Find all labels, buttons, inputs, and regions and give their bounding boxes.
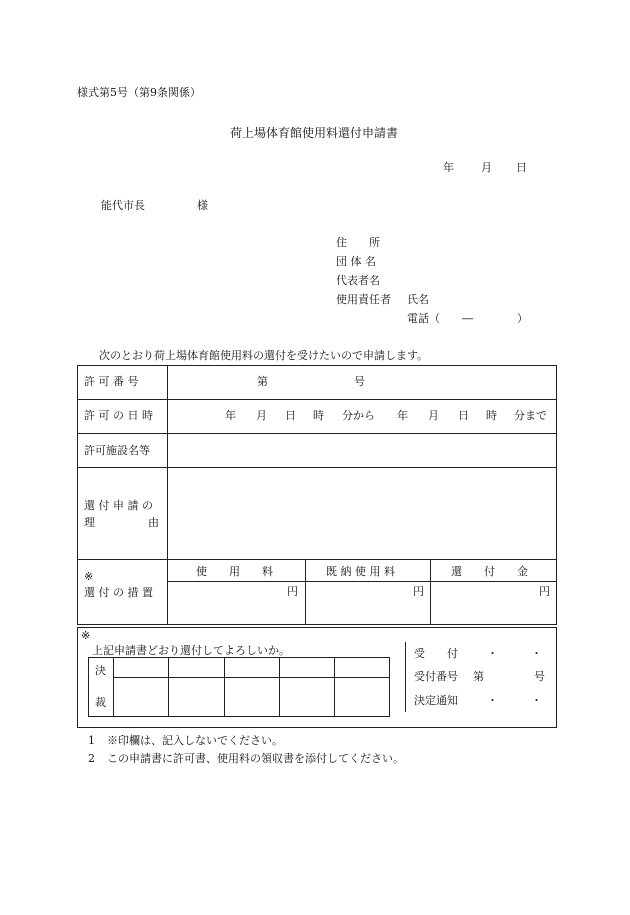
fee-column-divider: [430, 559, 431, 625]
from-minute-label: 分から: [342, 409, 375, 422]
table-top-border: [77, 365, 557, 366]
receipt-number-prefix: 第: [473, 670, 484, 683]
row-divider: [77, 399, 557, 400]
organization-label: 団 体 名: [336, 255, 376, 268]
office-box-right-border: [556, 627, 557, 728]
fee-header-divider: [167, 581, 557, 582]
refund-amount-header: 還 付 金: [451, 565, 528, 578]
date-day-label: 日: [516, 161, 527, 174]
grid-line: [88, 657, 89, 717]
addressee-name: 能代市長: [101, 199, 145, 212]
from-year-label: 年: [225, 409, 236, 422]
received-date-dots: ・ ・: [487, 647, 542, 660]
grid-line: [113, 677, 390, 678]
form-number: 様式第5号（第9条関係）: [77, 86, 201, 99]
permit-number-prefix: 第: [257, 375, 268, 388]
name-label: 氏名: [407, 293, 429, 306]
to-hour-label: 時: [486, 409, 497, 422]
grid-line: [389, 657, 390, 717]
received-label: 受 付: [414, 647, 458, 660]
facility-label: 許可施設名等: [84, 444, 150, 457]
usage-fee-header: 使 用 料: [196, 565, 273, 578]
address-label: 住 所: [336, 236, 380, 249]
to-month-label: 月: [428, 409, 439, 422]
grid-line: [334, 657, 335, 717]
from-day-label: 日: [285, 409, 296, 422]
to-year-label: 年: [397, 409, 408, 422]
office-box-bottom-border: [77, 727, 557, 728]
grid-line: [88, 716, 390, 717]
intro-text: 次のとおり荷上場体育館使用料の還付を受けたいので申請します。: [99, 349, 429, 362]
from-month-label: 月: [256, 409, 267, 422]
decision-label-bottom: 裁: [95, 696, 106, 709]
decision-label-top: 決: [95, 664, 106, 677]
approval-text: 上記申請書どおり還付してよろしいか。: [92, 644, 290, 657]
grid-line: [88, 657, 390, 658]
paid-fee-yen: 円: [413, 585, 424, 598]
permit-datetime-label: 許 可 の 日 時: [84, 409, 153, 422]
grid-line: [113, 657, 114, 717]
reason-label-line2-left: 理: [84, 516, 95, 529]
from-hour-label: 時: [313, 409, 324, 422]
note-text: この申請書に許可書、使用料の領収書を添付してください。: [107, 752, 404, 765]
decision-notice-label: 決定通知: [414, 694, 458, 707]
row-divider: [77, 467, 557, 468]
measure-mark: ※: [84, 570, 94, 583]
refund-measure-label: 還 付 の 措 置: [84, 586, 153, 599]
table-bottom-border: [77, 624, 557, 625]
row-divider: [77, 559, 557, 560]
grid-line: [168, 657, 169, 717]
refund-amount-yen: 円: [539, 585, 550, 598]
permit-number-label: 許 可 番 号: [84, 375, 139, 388]
office-mark: ※: [81, 629, 91, 642]
reception-divider: [405, 642, 406, 712]
to-day-label: 日: [458, 409, 469, 422]
office-box-top-border: [77, 627, 557, 628]
note-number: 2: [88, 752, 95, 765]
permit-number-suffix: 号: [354, 375, 365, 388]
paid-fee-header: 既 納 使 用 料: [326, 565, 395, 578]
receipt-number-suffix: 号: [534, 670, 545, 683]
date-month-label: 月: [481, 161, 492, 174]
office-box-left-border: [77, 627, 78, 728]
grid-line: [224, 657, 225, 717]
phone-label: 電話（ ― ）: [407, 312, 528, 325]
note-number: 1: [88, 734, 95, 747]
addressee-honorific: 様: [197, 199, 208, 212]
label-column-divider: [167, 365, 168, 625]
to-minute-label: 分まで: [514, 409, 547, 422]
usage-fee-yen: 円: [287, 585, 298, 598]
table-left-border: [77, 365, 78, 625]
form-title: 荷上場体育館使用料還付申請書: [230, 126, 399, 140]
representative-label: 代表者名: [336, 274, 380, 287]
reason-label-line1: 還 付 申 請 の: [84, 499, 153, 512]
decision-notice-dots: ・ ・: [487, 694, 542, 707]
date-year-label: 年: [443, 161, 454, 174]
reason-label-line2-right: 由: [148, 516, 159, 529]
fee-column-divider: [305, 559, 306, 625]
table-right-border: [556, 365, 557, 625]
note-text: ※印欄は、記入しないでください。: [107, 734, 283, 747]
responsible-person-label: 使用責任者: [336, 293, 391, 306]
receipt-number-label: 受付番号: [414, 670, 458, 683]
row-divider: [77, 433, 557, 434]
grid-line: [279, 657, 280, 717]
